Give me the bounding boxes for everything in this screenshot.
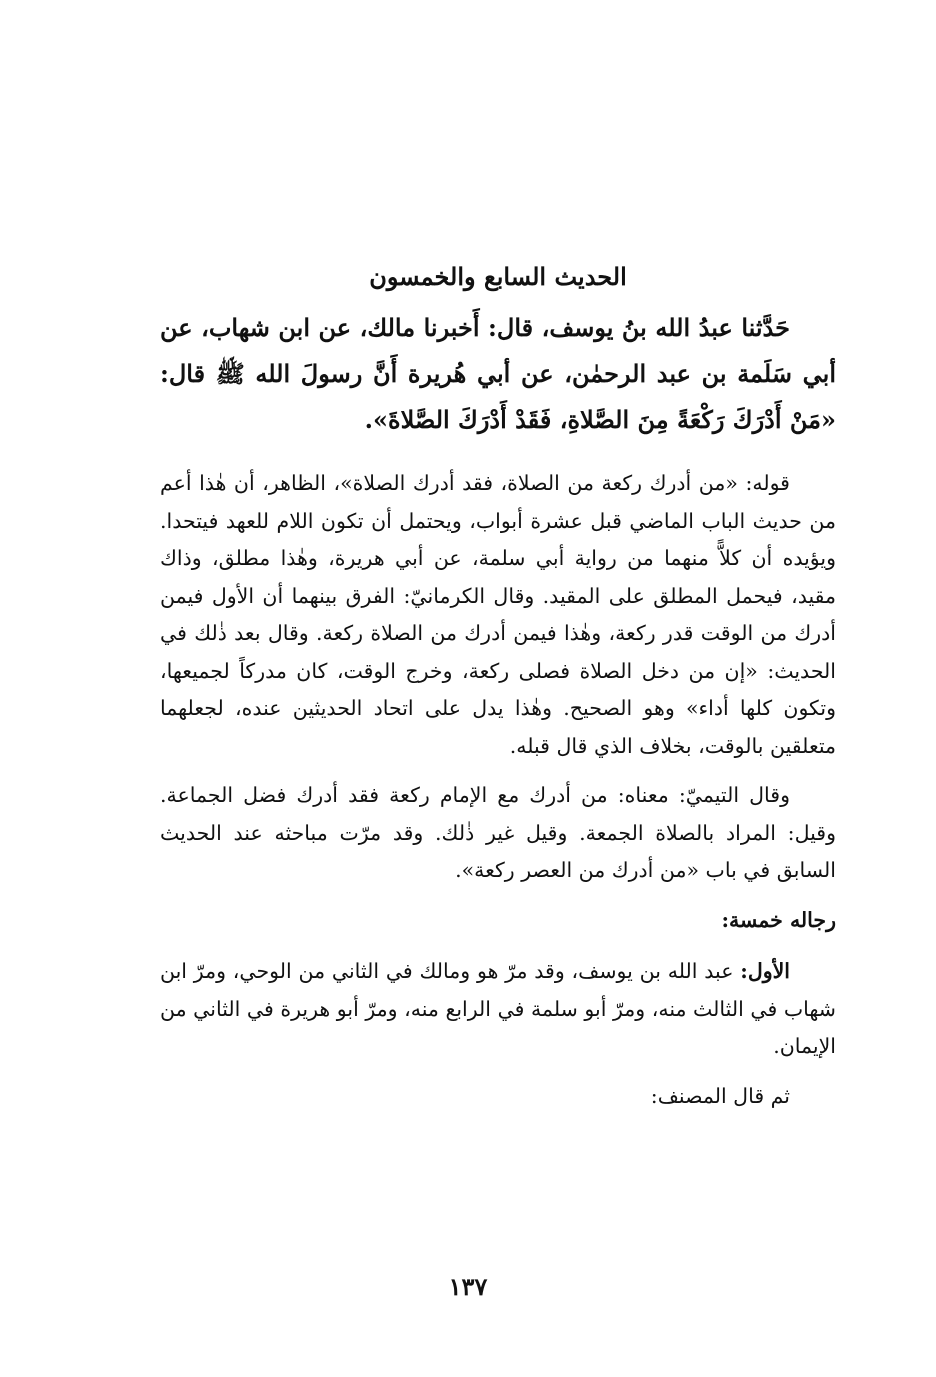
closing-line: ثم قال المصنف:: [650, 1083, 790, 1108]
narrators-lead: الأول:: [740, 959, 790, 983]
page-content: [160, 255, 836, 1127]
commentary-paragraph-1: قوله: «من أدرك ركعة من الصلاة، فقد أدرك الصلاة»، الظاهر، أن هٰذا أعم من حديث الباب الماضي قبل عشرة أبواب، ويحتمل أن تكون اللام للعهد فيتحدا. ويؤيده أن كلاًّ منهما من رواية أبي سلمة، عن أبي هريرة، وهٰذا مطلق، وذاك مقيد، فيحمل المطلق على المقيد. وقال الكرمانيّ: الفرق بينهما أن الأول فيمن أدرك من الوقت قدر ركعة، وهٰذا فيمن أدرك من الصلاة ركعة. وقال بعد ذٰلك في الحديث: «إن من دخل الصلاة فصلى ركعة، وخرج الوقت، كان مدركاً لجميعها، وتكون كلها أداء» وهو الصحيح. وهٰذا يدل على اتحاد الحديثين عنده، لجعلهما متعلقين بالوقت، بخلاف الذي قال قبله.: [160, 471, 836, 758]
narrators-heading: رجاله خمسة:: [721, 907, 836, 932]
narrators-paragraph: [160, 953, 836, 1066]
page-number: ١٣٧: [448, 1272, 488, 1301]
narrators-text: عبد الله بن يوسف، وقد مرّ هو ومالك في الثاني من الوحي، ومرّ ابن شهاب في الثالث منه، ومرّ أبو سلمة في الرابع منه، ومرّ أبو هريرة في الثاني من الإيمان.: [160, 959, 836, 1058]
commentary-paragraph-2: وقال التيميّ: معناه: من أدرك مع الإمام ركعة فقد أدرك فضل الجماعة. وقيل: المراد بالصلاة الجمعة. وقيل غير ذٰلك. وقد مرّت مباحثه عند الحديث السابق في باب «من أدرك من العصر ركعة».: [160, 783, 836, 882]
hadith-text: حَدَّثنا عبدُ الله بنُ يوسف، قال: أَخبرنا مالك، عن ابن شهاب، عن أبي سَلَمة بن عبد الرحمٰن، عن أبي هُريرة أَنَّ رسولَ الله ﷺ قال: «مَنْ أَدْرَكَ رَكْعَةً مِنَ الصَّلاةِ، فَقَدْ أَدْرَكَ الصَّلاةَ».: [160, 313, 836, 434]
chapter-title: الحديث السابع والخمسون: [369, 262, 627, 291]
